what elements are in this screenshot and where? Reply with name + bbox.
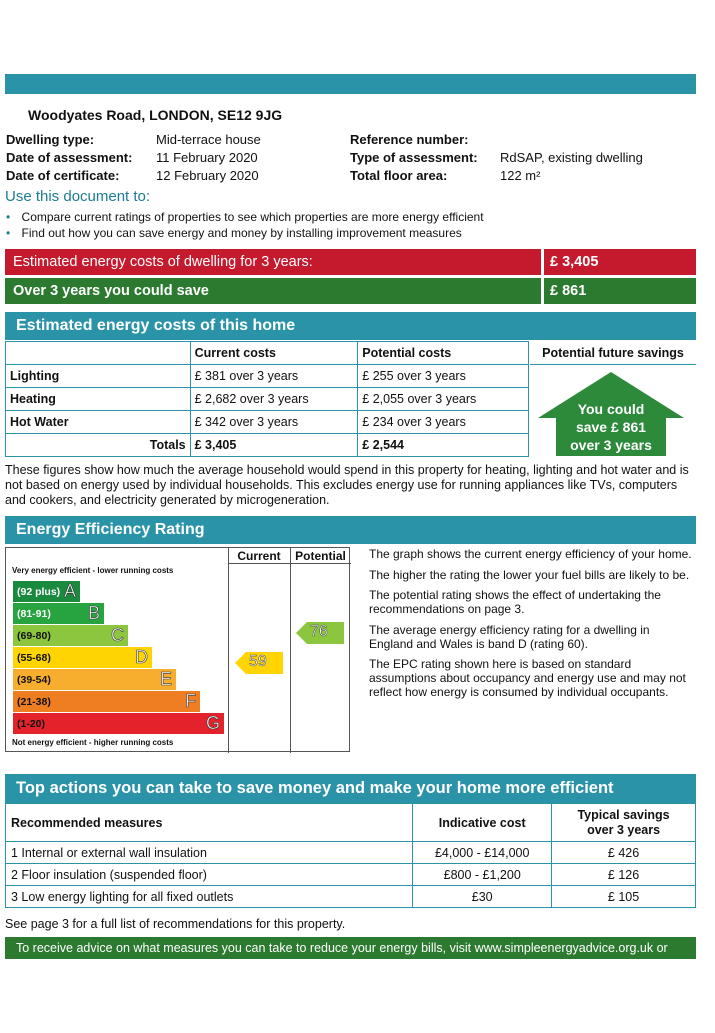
potential-rating-arrow [296, 622, 344, 644]
row-name: Lighting [6, 365, 191, 388]
details-left [6, 132, 346, 186]
table-header: Indicative cost [413, 804, 552, 842]
eer-chart [5, 547, 350, 752]
paragraph: The average energy efficiency rating for a dwelling in England and Wales is band D (rating 60). [369, 623, 650, 651]
totals-label: Totals [6, 434, 191, 457]
band-g: (1-20) G [13, 713, 224, 734]
table-row [6, 864, 696, 886]
table-header: Typical savings over 3 years [552, 804, 696, 842]
detail-row [6, 168, 346, 186]
table-row [6, 388, 529, 411]
use-document-title: Use this document to: [5, 188, 151, 205]
typical-saving: £ 126 [552, 864, 696, 886]
row-name: Heating [6, 388, 191, 411]
list-item: • Compare current ratings of properties to see which properties are more energy efficient [6, 210, 484, 224]
indicative-cost: £30 [413, 886, 552, 908]
measure: 3 Low energy lighting for all fixed outlets [6, 886, 413, 908]
actions-table [5, 803, 696, 908]
section-title: Top actions you can take to save money and make your home more efficient [16, 779, 614, 797]
detail-value: RdSAP, existing dwelling [500, 150, 643, 165]
eer-section-header [5, 516, 696, 544]
totals-potential: £ 2,544 [358, 434, 529, 457]
potential-rating-value: 76 [310, 623, 328, 640]
bullet-icon: • [6, 210, 11, 224]
could-save-label: Over 3 years you could save [13, 283, 209, 299]
eer-current-col [228, 548, 290, 753]
detail-row [6, 150, 346, 168]
detail-label: Date of certificate: [6, 168, 120, 183]
table-header-row [6, 804, 696, 842]
table-row [6, 842, 696, 864]
band-b: (81-91) B [13, 603, 104, 624]
current-cost: £ 2,682 over 3 years [190, 388, 358, 411]
typical-saving: £ 426 [552, 842, 696, 864]
detail-row [350, 150, 695, 168]
advice-footer [5, 937, 696, 959]
band-f: (21-38) F [13, 691, 200, 712]
eer-top-label: Very energy efficient - lower running costs [12, 566, 174, 575]
indicative-cost: £4,000 - £14,000 [413, 842, 552, 864]
current-rating-arrow [235, 652, 283, 674]
totals-current: £ 3,405 [190, 434, 358, 457]
header-bar [5, 74, 696, 94]
table-row [6, 886, 696, 908]
estimated-costs-label: Estimated energy costs of dwelling for 3 years: [13, 254, 313, 270]
savings-house [536, 372, 686, 456]
potential-cost: £ 255 over 3 years [358, 365, 529, 388]
costs-note: These figures show how much the average household would spend in this property for heating, lighting and hot water and is not based on energy used by individual households. This excludes energy use for running appliances like TVs, computers and cookers, and electricity generated by microgeneration. [5, 463, 689, 507]
detail-value: 122 m² [500, 168, 541, 183]
detail-label: Dwelling type: [6, 132, 95, 147]
paragraph: The higher the rating the lower your fuel bills are likely to be. [369, 568, 690, 582]
detail-row [350, 132, 695, 150]
paragraph: The potential rating shows the effect of undertaking the recommendations on page 3. [369, 588, 661, 616]
could-save-value: £ 861 [550, 283, 587, 299]
eer-current-header: Current [237, 549, 281, 563]
eer-potential-header: Potential [295, 549, 346, 563]
could-save-bar [5, 278, 696, 304]
paragraph: The EPC rating shown here is based on standard assumptions about occupancy and energy use and may not reflect how energy is consumed by individual occupants. [369, 657, 686, 699]
property-address: Woodyates Road, LONDON, SE12 9JG [28, 107, 283, 123]
details-right [350, 132, 695, 186]
paragraph: The graph shows the current energy efficiency of your home. [369, 547, 692, 561]
band-e: (39-54) E [13, 669, 176, 690]
bullet-icon: • [6, 226, 11, 240]
detail-value: Mid-terrace house [156, 132, 261, 147]
current-rating-value: 59 [249, 653, 267, 670]
table-header-row [6, 342, 529, 365]
eer-potential-col [290, 548, 351, 753]
detail-label: Total floor area: [350, 168, 448, 183]
future-savings-header: Potential future savings [530, 341, 696, 365]
costs-table [5, 341, 529, 457]
detail-row [6, 132, 346, 150]
savings-text: You could save £ 861 over 3 years [570, 401, 652, 453]
potential-cost: £ 234 over 3 years [358, 411, 529, 434]
band-a: (92 plus) A [13, 581, 80, 602]
table-header: Recommended measures [6, 804, 413, 842]
table-row [6, 411, 529, 434]
current-cost: £ 381 over 3 years [190, 365, 358, 388]
estimated-costs-value: £ 3,405 [550, 254, 599, 270]
detail-value: 12 February 2020 [156, 168, 259, 183]
row-name: Hot Water [6, 411, 191, 434]
list-item: • Find out how you can save energy and money by installing improvement measures [6, 226, 462, 240]
table-row [6, 365, 529, 388]
measure: 1 Internal or external wall insulation [6, 842, 413, 864]
table-header [6, 342, 191, 365]
table-header: Current costs [190, 342, 358, 365]
footer-text: To receive advice on what measures you can take to reduce your energy bills, visit www.simpleenergyadvice.org.uk or [16, 941, 668, 955]
see-page-note: See page 3 for a full list of recommendations for this property. [5, 917, 346, 931]
eer-description [369, 547, 695, 699]
divider [541, 278, 544, 304]
actions-section-header [5, 774, 696, 803]
totals-row [6, 434, 529, 457]
bullet-list [6, 210, 484, 242]
indicative-cost: £800 - £1,200 [413, 864, 552, 886]
estimated-costs-bar [5, 249, 696, 275]
section-title: Estimated energy costs of this home [16, 317, 296, 334]
table-header: Potential costs [358, 342, 529, 365]
potential-cost: £ 2,055 over 3 years [358, 388, 529, 411]
divider [541, 249, 544, 275]
eer-bottom-label: Not energy efficient - higher running costs [12, 738, 174, 747]
costs-section-header [5, 312, 696, 340]
detail-label: Reference number: [350, 132, 469, 147]
measure: 2 Floor insulation (suspended floor) [6, 864, 413, 886]
typical-saving: £ 105 [552, 886, 696, 908]
band-c: (69-80) C [13, 625, 128, 646]
detail-row [350, 168, 695, 186]
section-title: Energy Efficiency Rating [16, 521, 205, 538]
detail-value: 11 February 2020 [156, 150, 258, 165]
detail-label: Type of assessment: [350, 150, 478, 165]
detail-label: Date of assessment: [6, 150, 133, 165]
current-cost: £ 342 over 3 years [190, 411, 358, 434]
band-d: (55-68) D [13, 647, 152, 668]
